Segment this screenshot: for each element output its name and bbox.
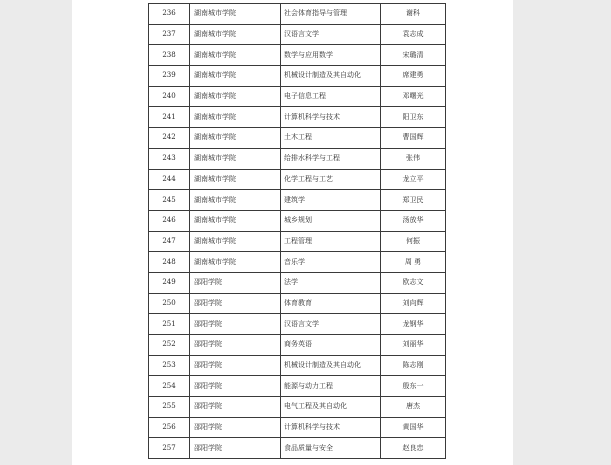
person-name: 郑卫民	[381, 190, 446, 211]
person-name: 黄国华	[381, 417, 446, 438]
person-name: 龙立平	[381, 169, 446, 190]
school-name: 邵阳学院	[190, 355, 281, 376]
row-number: 253	[149, 355, 190, 376]
school-name: 邵阳学院	[190, 438, 281, 459]
school-name: 湖南城市学院	[190, 86, 281, 107]
row-number: 250	[149, 293, 190, 314]
row-number: 246	[149, 210, 190, 231]
school-name: 湖南城市学院	[190, 45, 281, 66]
school-name: 湖南城市学院	[190, 252, 281, 273]
person-name: 欧志文	[381, 272, 446, 293]
person-name: 谢科	[381, 4, 446, 25]
roster-table	[148, 3, 446, 459]
school-name: 邵阳学院	[190, 293, 281, 314]
row-number: 239	[149, 66, 190, 87]
document-page	[72, 0, 513, 465]
school-name: 邵阳学院	[190, 314, 281, 335]
table-row	[149, 45, 446, 66]
table-row	[149, 190, 446, 211]
row-number: 247	[149, 231, 190, 252]
person-name: 刘向辉	[381, 293, 446, 314]
person-name: 邓曙光	[381, 86, 446, 107]
table-row	[149, 66, 446, 87]
major-name: 计算机科学与技术	[281, 107, 381, 128]
major-name: 汉语言文学	[281, 24, 381, 45]
table-row	[149, 417, 446, 438]
school-name: 邵阳学院	[190, 272, 281, 293]
row-number: 243	[149, 148, 190, 169]
major-name: 能源与动力工程	[281, 376, 381, 397]
major-name: 机械设计制造及其自动化	[281, 66, 381, 87]
person-name: 席建勇	[381, 66, 446, 87]
table-row	[149, 86, 446, 107]
table-row	[149, 4, 446, 25]
major-name: 机械设计制造及其自动化	[281, 355, 381, 376]
person-name: 龙钢华	[381, 314, 446, 335]
table-row	[149, 397, 446, 418]
major-name: 食品质量与安全	[281, 438, 381, 459]
table-row	[149, 355, 446, 376]
major-name: 建筑学	[281, 190, 381, 211]
row-number: 248	[149, 252, 190, 273]
table-row	[149, 335, 446, 356]
row-number: 252	[149, 335, 190, 356]
table-row	[149, 24, 446, 45]
person-name: 殷东一	[381, 376, 446, 397]
person-name: 宋璐清	[381, 45, 446, 66]
major-name: 法学	[281, 272, 381, 293]
major-name: 数学与应用数学	[281, 45, 381, 66]
table-row	[149, 128, 446, 149]
row-number: 251	[149, 314, 190, 335]
major-name: 计算机科学与技术	[281, 417, 381, 438]
row-number: 237	[149, 24, 190, 45]
school-name: 湖南城市学院	[190, 4, 281, 25]
school-name: 湖南城市学院	[190, 190, 281, 211]
major-name: 土木工程	[281, 128, 381, 149]
person-name: 张伟	[381, 148, 446, 169]
row-number: 244	[149, 169, 190, 190]
major-name: 体育教育	[281, 293, 381, 314]
table-row	[149, 293, 446, 314]
major-name: 城乡规划	[281, 210, 381, 231]
person-name: 赵良忠	[381, 438, 446, 459]
school-name: 湖南城市学院	[190, 107, 281, 128]
major-name: 音乐学	[281, 252, 381, 273]
row-number: 255	[149, 397, 190, 418]
row-number: 249	[149, 272, 190, 293]
row-number: 256	[149, 417, 190, 438]
school-name: 邵阳学院	[190, 417, 281, 438]
person-name: 汤放华	[381, 210, 446, 231]
major-name: 化学工程与工艺	[281, 169, 381, 190]
table-row	[149, 210, 446, 231]
school-name: 邵阳学院	[190, 397, 281, 418]
school-name: 湖南城市学院	[190, 148, 281, 169]
roster-table-body	[149, 4, 446, 459]
school-name: 湖南城市学院	[190, 169, 281, 190]
table-row	[149, 376, 446, 397]
row-number: 242	[149, 128, 190, 149]
school-name: 湖南城市学院	[190, 24, 281, 45]
major-name: 汉语言文学	[281, 314, 381, 335]
table-row	[149, 107, 446, 128]
major-name: 社会体育指导与管理	[281, 4, 381, 25]
person-name: 袁志成	[381, 24, 446, 45]
person-name: 唐杰	[381, 397, 446, 418]
table-row	[149, 231, 446, 252]
school-name: 邵阳学院	[190, 376, 281, 397]
table-row	[149, 148, 446, 169]
row-number: 241	[149, 107, 190, 128]
major-name: 工程管理	[281, 231, 381, 252]
row-number: 257	[149, 438, 190, 459]
person-name: 曹国辉	[381, 128, 446, 149]
school-name: 湖南城市学院	[190, 231, 281, 252]
row-number: 240	[149, 86, 190, 107]
row-number: 238	[149, 45, 190, 66]
row-number: 245	[149, 190, 190, 211]
table-row	[149, 252, 446, 273]
school-name: 邵阳学院	[190, 335, 281, 356]
table-row	[149, 438, 446, 459]
school-name: 湖南城市学院	[190, 66, 281, 87]
school-name: 湖南城市学院	[190, 210, 281, 231]
person-name: 周 勇	[381, 252, 446, 273]
person-name: 何振	[381, 231, 446, 252]
table-row	[149, 314, 446, 335]
row-number: 254	[149, 376, 190, 397]
table-row	[149, 169, 446, 190]
table-row	[149, 272, 446, 293]
person-name: 刘丽华	[381, 335, 446, 356]
major-name: 电子信息工程	[281, 86, 381, 107]
row-number: 236	[149, 4, 190, 25]
person-name: 陈志刚	[381, 355, 446, 376]
major-name: 给排水科学与工程	[281, 148, 381, 169]
school-name: 湖南城市学院	[190, 128, 281, 149]
major-name: 电气工程及其自动化	[281, 397, 381, 418]
major-name: 商务英语	[281, 335, 381, 356]
person-name: 阳卫东	[381, 107, 446, 128]
